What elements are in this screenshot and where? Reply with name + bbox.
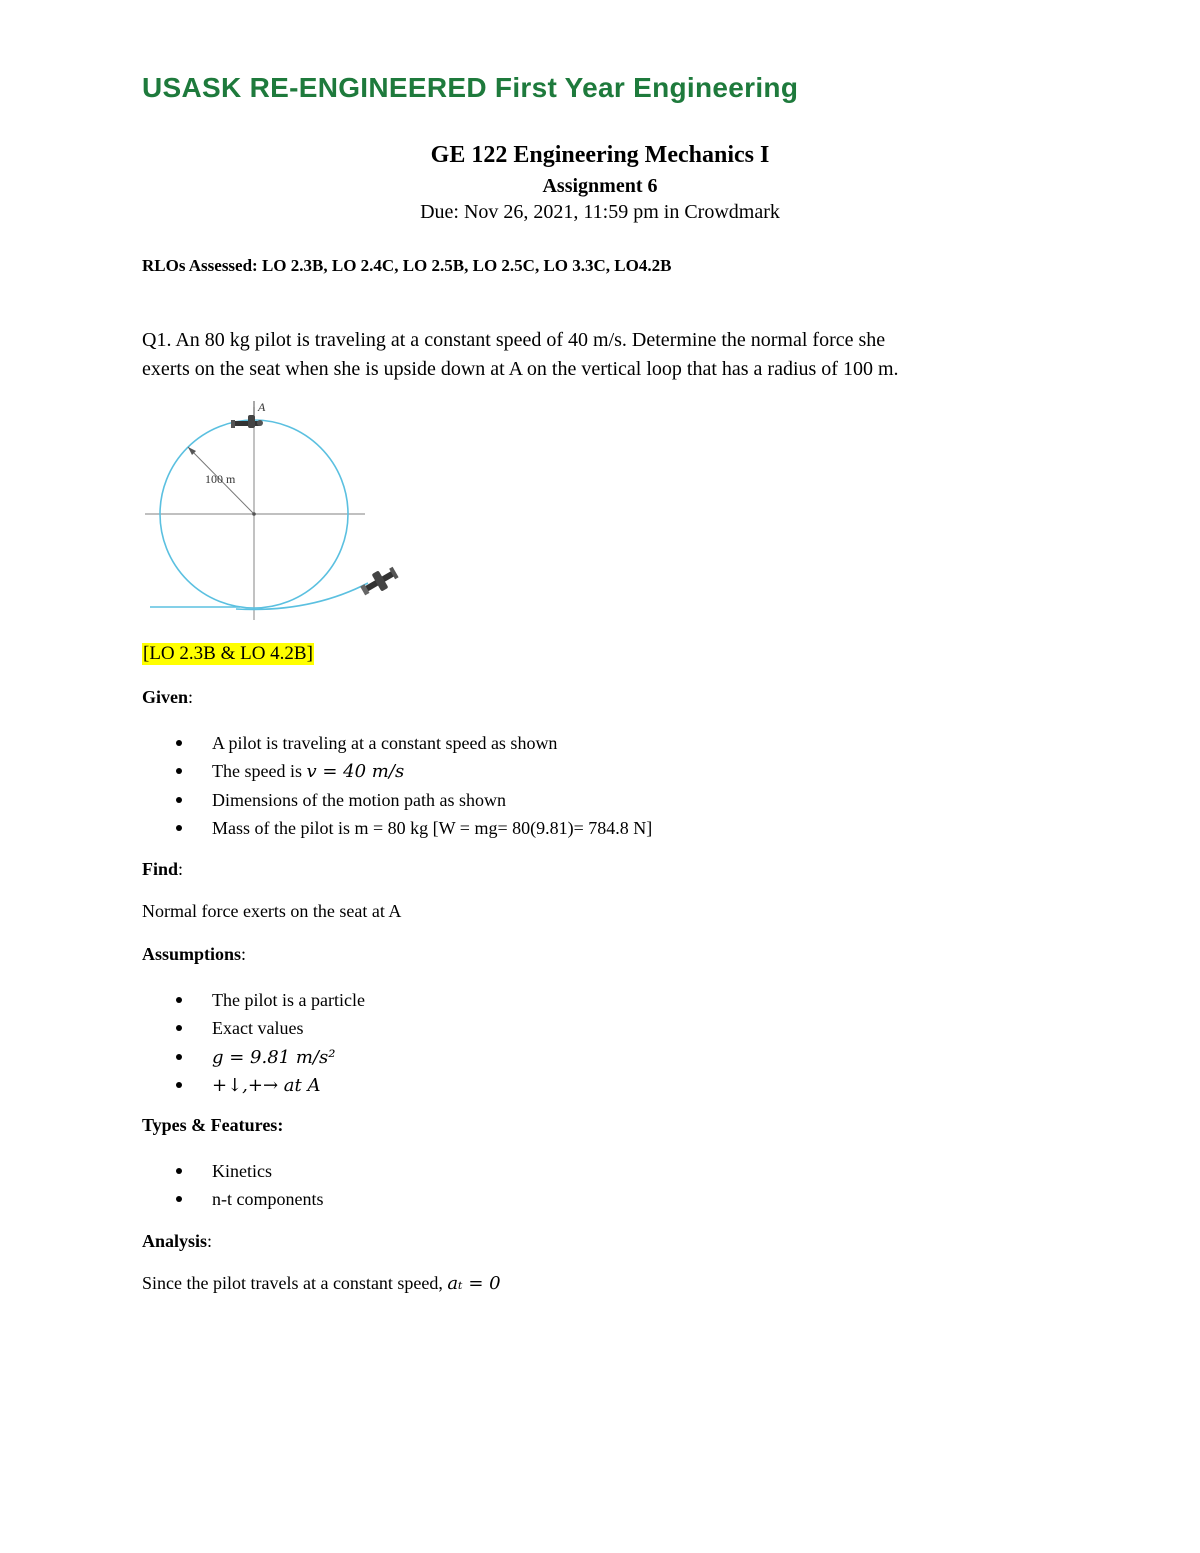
assignment-subtitle: Assignment 6	[542, 175, 658, 197]
find-text: Normal force exerts on the seat at A	[142, 901, 402, 921]
list-item	[142, 1071, 365, 1099]
list-item: Mass of the pilot is m = 80 kg [W = mg= 80(9.81)= 784.8 N]	[142, 814, 652, 842]
plane-top-icon	[231, 415, 263, 428]
list-item	[142, 1043, 365, 1071]
analysis-text: Since the pilot travels at a constant speed, aₜ = 0	[142, 1273, 501, 1294]
question-line-1: Q1. An 80 kg pilot is traveling at a constant speed of 40 m/s. Determine the normal force she	[142, 329, 886, 351]
rlos-value: LO 2.3B, LO 2.4C, LO 2.5B, LO 2.5C, LO 3.3C, LO4.2B	[261, 256, 672, 275]
list-item: The pilot is a particle	[142, 986, 365, 1014]
rlos-label: RLOs Assessed:	[142, 256, 258, 275]
question-text	[142, 326, 1082, 384]
tangential-acceleration-equation: aₜ = 0	[447, 1273, 501, 1294]
list-item: Dimensions of the motion path as shown	[142, 786, 652, 814]
list-item: Exact values	[142, 1014, 365, 1042]
analysis-heading: Analysis:	[142, 1231, 213, 1251]
gravity-equation: g = 9.81 m/s²	[212, 1046, 336, 1068]
sign-convention: +↓,+→ at A	[212, 1074, 321, 1096]
given-heading: Given:	[142, 687, 194, 707]
question-line-2: exerts on the seat when she is upside down at A on the vertical loop that has a radius of 100 m.	[142, 358, 899, 380]
course-banner: USASK RE-ENGINEERED First Year Engineering	[142, 72, 799, 103]
loop-center	[252, 512, 256, 516]
types-heading: Types & Features:	[142, 1115, 284, 1135]
loop-figure	[140, 395, 415, 630]
due-date: Due: Nov 26, 2021, 11:59 pm in Crowdmark	[420, 201, 780, 223]
find-heading: Find:	[142, 859, 184, 879]
document-title: GE 122 Engineering Mechanics I	[430, 142, 770, 168]
lo-tag: [LO 2.3B & LO 4.2B]	[143, 643, 313, 664]
assumptions-heading: Assumptions:	[142, 944, 247, 964]
list-item: The speed is v = 40 m/s	[142, 757, 652, 785]
speed-equation: v = 40 m/s	[306, 761, 405, 783]
plane-exit-icon	[358, 563, 401, 599]
radius-label: 100 m	[205, 472, 236, 486]
list-item: n-t components	[142, 1185, 323, 1213]
rlos-assessed	[142, 256, 671, 276]
point-a-label: A	[258, 400, 266, 414]
list-item: A pilot is traveling at a constant speed as shown	[142, 729, 652, 757]
types-list	[142, 1157, 323, 1214]
assumptions-list	[142, 986, 365, 1099]
exit-track	[236, 583, 368, 609]
list-item: Kinetics	[142, 1157, 323, 1185]
given-list	[142, 729, 652, 842]
